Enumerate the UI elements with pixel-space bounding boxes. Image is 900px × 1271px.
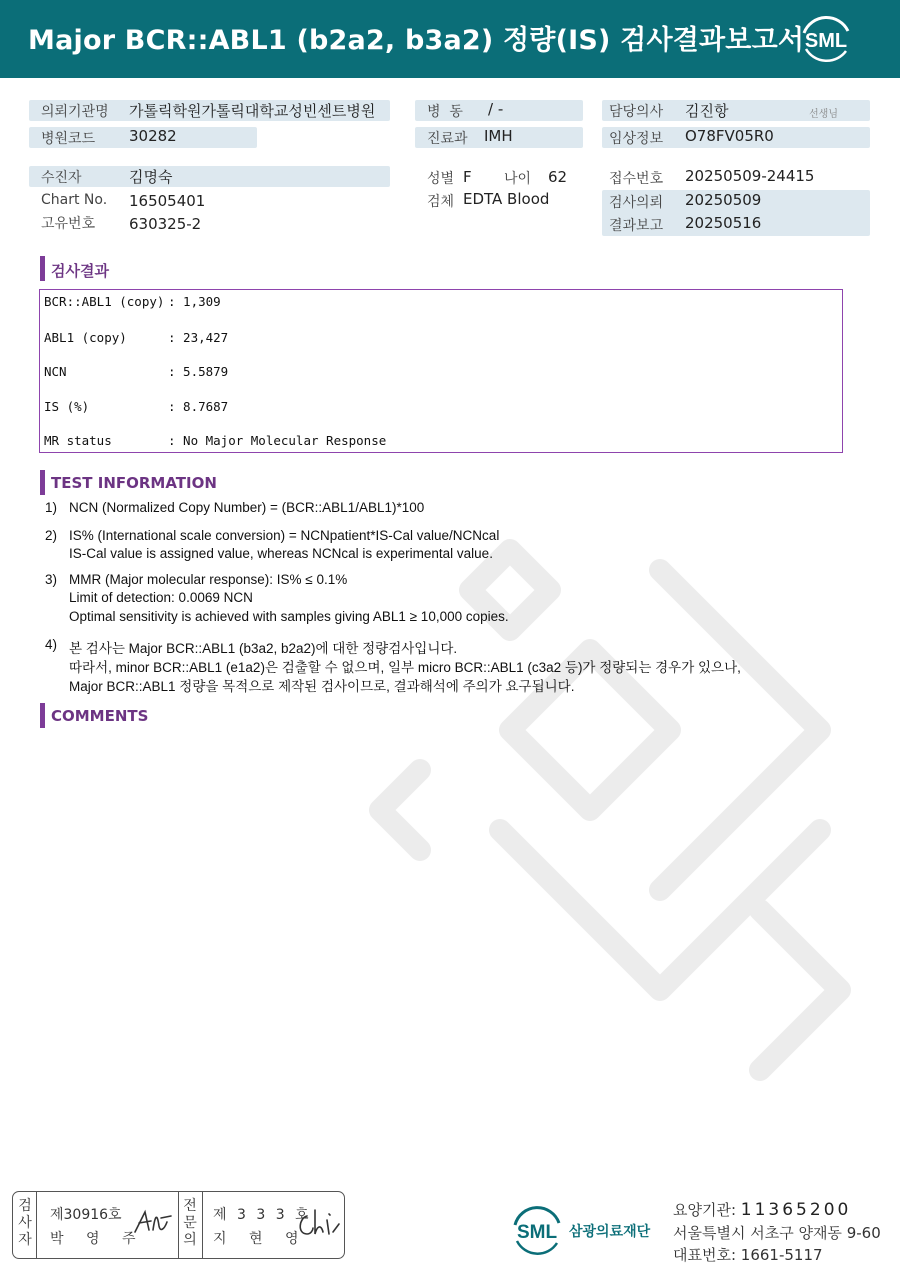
info-item-line: IS% (International scale conversion) = NCNpatient*IS-Cal value/NCNcal xyxy=(69,528,500,543)
results-section-marker xyxy=(40,256,45,281)
ward-label: 병 동 xyxy=(427,104,463,120)
department-value: IMH xyxy=(484,127,513,145)
tester-name: 박 영 주 xyxy=(50,1231,145,1247)
unique-no-label: 고유번호 xyxy=(41,216,96,232)
info-item-line: Limit of detection: 0.0069 NCN xyxy=(69,590,253,605)
sex-label: 성별 xyxy=(427,171,455,187)
report-title: Major BCR::ABL1 (b2a2, b3a2) 정량(IS) 검사결과보고서 xyxy=(28,25,805,56)
request-date-label: 검사의뢰 xyxy=(609,195,664,211)
info-item-line: 본 검사는 Major BCR::ABL1 (b3a2, b2a2)에 대한 정량검사입니다. xyxy=(69,641,458,656)
report-date-value: 20250516 xyxy=(685,214,762,232)
info-item-line: Optimal sensitivity is achieved with samples giving ABL1 ≥ 10,000 copies. xyxy=(69,609,509,624)
doctor-suffix: 선생님 xyxy=(809,109,838,120)
tester-signature-icon xyxy=(131,1206,175,1238)
receipt-no-value: 20250509-24415 xyxy=(685,167,815,185)
report-date-label: 결과보고 xyxy=(609,218,664,234)
tester-label-3: 자 xyxy=(18,1232,32,1248)
footer-care-code: 요양기관: 11365200 xyxy=(673,1200,852,1220)
info-item-line: 따라서, minor BCR::ABL1 (e1a2)은 검출할 수 없으며, 일부 micro BCR::ABL1 (c3a2 등)가 정량되는 경우가 있으나, xyxy=(69,660,741,675)
info-item-line: Major BCR::ABL1 정량을 목적으로 제작된 검사이므로, 결과해석에 주의가 요구됩니다. xyxy=(69,679,575,694)
institution-label: 의뢰기관명 xyxy=(41,104,109,120)
tester-label-2: 사 xyxy=(18,1215,32,1231)
hospital-code-value: 30282 xyxy=(129,127,177,145)
unique-no-value: 630325-2 xyxy=(129,215,202,233)
specialist-signature-icon xyxy=(293,1206,341,1240)
age-label: 나이 xyxy=(504,171,532,187)
patient-name-bar xyxy=(29,166,390,187)
info-item-line: IS-Cal value is assigned value, whereas NCNcal is experimental value. xyxy=(69,546,493,561)
specialist-label-3: 의 xyxy=(183,1232,197,1248)
report-header xyxy=(0,0,900,78)
info-item-number: 4) xyxy=(45,637,58,652)
test-info-section-title: TEST INFORMATION xyxy=(51,474,217,492)
info-item-number: 2) xyxy=(45,528,58,543)
results-box xyxy=(39,289,843,453)
clinical-label: 임상정보 xyxy=(609,131,664,147)
signature-box xyxy=(12,1191,345,1259)
result-row: BCR::ABL1 (copy) : 1,309 xyxy=(44,294,221,309)
results-section-title: 검사결과 xyxy=(51,262,109,280)
footer-org-name: 삼광의료재단 xyxy=(569,1224,651,1240)
receipt-no-label: 접수번호 xyxy=(609,171,664,187)
chart-no-value: 16505401 xyxy=(129,192,206,210)
comments-section-title: COMMENTS xyxy=(51,707,149,725)
doctor-label: 담당의사 xyxy=(609,104,664,120)
age-value: 62 xyxy=(548,168,568,186)
institution-value: 가톨릭학원가톨릭대학교성빈센트병원 xyxy=(129,102,376,120)
tester-label-1: 검 xyxy=(18,1198,32,1214)
result-row: IS (%) : 8.7687 xyxy=(44,399,229,414)
request-date-value: 20250509 xyxy=(685,191,762,209)
result-row: ABL1 (copy) : 23,427 xyxy=(44,330,229,345)
patient-name-value: 김명숙 xyxy=(129,168,173,186)
info-item-number: 3) xyxy=(45,572,58,587)
result-row: MR status : No Major Molecular Response xyxy=(44,433,387,448)
hospital-code-label: 병원코드 xyxy=(41,131,96,147)
svg-text:SML: SML xyxy=(516,1222,558,1243)
doctor-value: 김진항 xyxy=(685,102,729,120)
patient-name-label: 수진자 xyxy=(41,170,82,186)
tester-license: 제30916호 xyxy=(50,1207,122,1223)
info-item-number: 1) xyxy=(45,500,58,515)
specimen-value: EDTA Blood xyxy=(463,190,550,208)
sml-logo-icon xyxy=(796,13,856,65)
info-item-line: MMR (Major molecular response): IS% ≤ 0.1% xyxy=(69,572,348,587)
ward-value: / - xyxy=(488,100,504,118)
department-label: 진료과 xyxy=(427,131,468,147)
result-row: NCN : 5.5879 xyxy=(44,364,229,379)
specialist-label-2: 문 xyxy=(183,1215,197,1231)
chart-no-label: Chart No. xyxy=(41,192,108,208)
comments-section-marker xyxy=(40,703,45,728)
specialist-name: 지 현 영 xyxy=(213,1231,308,1247)
sex-value: F xyxy=(463,168,472,186)
specialist-license: 제 3 3 3 호 xyxy=(213,1207,312,1223)
test-info-section-marker xyxy=(40,470,45,495)
specimen-label: 검체 xyxy=(427,194,455,210)
footer-sml-logo-icon xyxy=(509,1203,565,1257)
specialist-label-1: 전 xyxy=(183,1198,197,1214)
footer-phone: 대표번호: 1661-5117 xyxy=(673,1246,823,1264)
footer-address: 서울특별시 서초구 양재동 9-60 xyxy=(673,1224,881,1242)
info-item-line: NCN (Normalized Copy Number) = (BCR::ABL1/ABL1)*100 xyxy=(69,500,425,515)
clinical-value: O78FV05R0 xyxy=(685,127,774,145)
svg-text:SML: SML xyxy=(804,30,848,52)
